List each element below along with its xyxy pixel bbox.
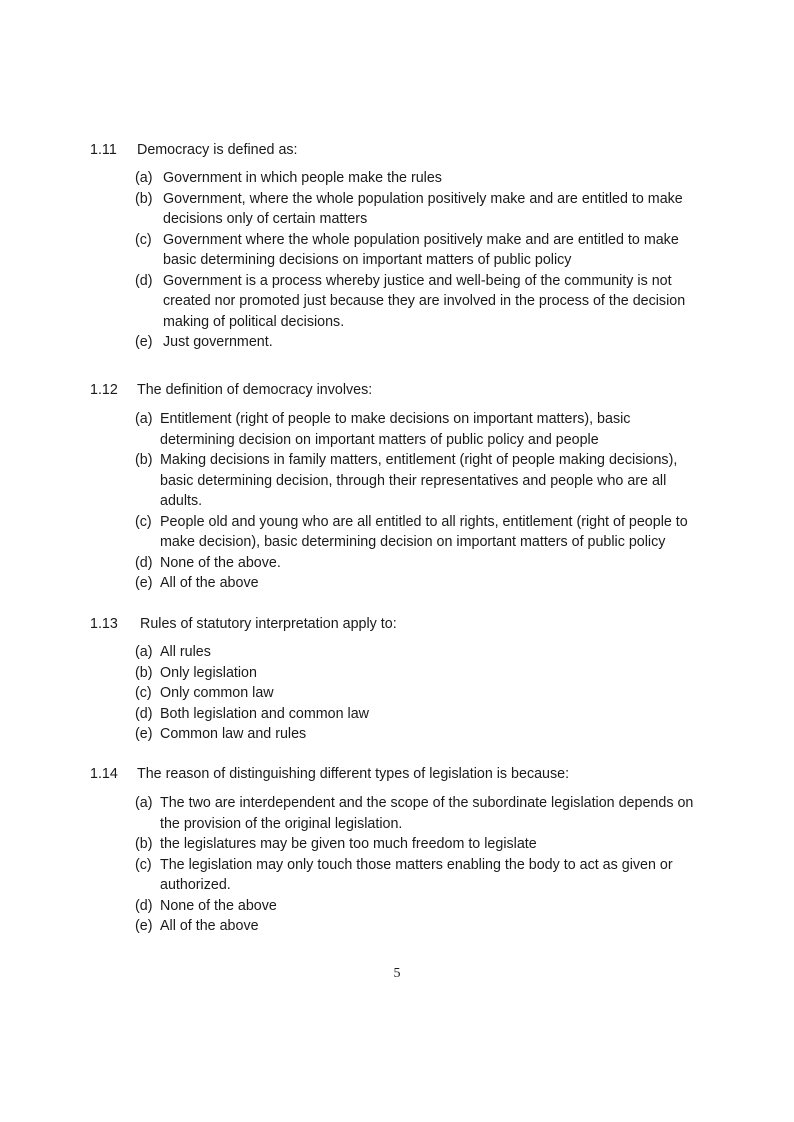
option-text: None of the above <box>160 897 277 914</box>
option-text: Government, where the whole population positively make and are entitled to make decisions only of certain matters <box>163 190 683 227</box>
option-letter: (b) <box>135 190 153 207</box>
question-stem: Rules of statutory interpretation apply to: <box>140 616 397 632</box>
option-d <box>0 704 794 725</box>
option-text: The legislation may only touch those matters enabling the body to act as given or authorized. <box>160 856 673 893</box>
option-c <box>0 855 794 896</box>
option-text: Entitlement (right of people to make decisions on important matters), basic determining decision on important matters of public policy and people <box>160 411 631 448</box>
option-e <box>0 573 794 594</box>
question-number: 1.12 <box>90 382 118 398</box>
option-a <box>0 168 794 189</box>
option-letter: (a) <box>135 411 153 427</box>
option-text: Making decisions in family matters, entitlement (right of people making decisions), basic determining decision, through their representatives and people who are all adults. <box>160 452 678 509</box>
option-letter: (e) <box>135 726 153 742</box>
option-text: the legislatures may be given too much freedom to legislate <box>160 836 537 852</box>
option-c <box>0 512 794 553</box>
question-header <box>0 140 794 161</box>
question-header <box>0 380 794 401</box>
options-list <box>0 793 794 937</box>
option-letter: (d) <box>135 272 153 289</box>
option-letter: (c) <box>135 856 152 873</box>
option-text: Government in which people make the rules <box>163 170 442 186</box>
option-text: Government is a process whereby justice and well-being of the community is not created nor promoted just because they are involved in the process of the decision making of political decisions. <box>163 272 686 330</box>
option-letter: (b) <box>135 664 153 681</box>
option-letter: (d) <box>135 897 153 914</box>
option-text: Only legislation <box>160 664 257 681</box>
question-1-12 <box>0 380 794 591</box>
option-letter: (e) <box>135 334 153 350</box>
option-a <box>0 409 794 450</box>
option-text: Just government. <box>163 334 273 350</box>
option-e <box>0 724 794 745</box>
question-stem: The reason of distinguishing different types of legislation is because: <box>137 766 570 782</box>
option-letter: (c) <box>135 231 152 248</box>
option-e <box>0 916 794 937</box>
option-text: All of the above <box>160 575 259 591</box>
option-b <box>0 189 794 230</box>
option-letter: (d) <box>135 705 153 722</box>
option-d <box>0 553 794 574</box>
option-letter: (e) <box>135 918 153 934</box>
question-header <box>0 764 794 785</box>
question-stem: Democracy is defined as: <box>137 142 298 158</box>
options-list <box>0 409 794 594</box>
page-number: 5 <box>393 966 401 981</box>
option-text: All rules <box>160 644 211 660</box>
option-c <box>0 230 794 271</box>
option-letter: (d) <box>135 554 153 571</box>
question-1-13 <box>0 614 794 742</box>
question-number: 1.11 <box>90 142 117 158</box>
option-b <box>0 663 794 684</box>
option-letter: (a) <box>135 170 153 186</box>
question-1-14 <box>0 764 794 934</box>
option-letter: (b) <box>135 836 153 852</box>
option-e <box>0 332 794 353</box>
question-number: 1.13 <box>90 616 118 632</box>
option-letter: (c) <box>135 513 152 530</box>
option-text: Common law and rules <box>160 726 307 742</box>
options-list <box>0 168 794 353</box>
option-c <box>0 683 794 704</box>
question-1-11 <box>0 140 794 350</box>
option-a <box>0 642 794 663</box>
option-letter: (a) <box>135 644 153 660</box>
option-text: Both legislation and common law <box>160 705 370 722</box>
option-letter: (a) <box>135 795 153 811</box>
option-b <box>0 834 794 855</box>
question-stem: The definition of democracy involves: <box>137 382 373 398</box>
option-text: None of the above. <box>160 554 281 571</box>
option-d <box>0 271 794 333</box>
option-d <box>0 896 794 917</box>
option-text: People old and young who are all entitled to all rights, entitlement (right of people to make decision), basic determining decision on important matters of public policy <box>160 513 688 550</box>
option-text: Only common law <box>160 685 274 701</box>
option-letter: (c) <box>135 685 152 701</box>
options-list <box>0 642 794 745</box>
option-letter: (b) <box>135 452 153 468</box>
option-letter: (e) <box>135 575 153 591</box>
option-a <box>0 793 794 834</box>
option-text: The two are interdependent and the scope of the subordinate legislation depends on the provision of the original legislation. <box>160 795 694 832</box>
option-text: Government where the whole population positively make and are entitled to make basic determining decisions on important matters of public policy <box>163 231 679 268</box>
option-b <box>0 450 794 512</box>
option-text: All of the above <box>160 918 259 934</box>
question-number: 1.14 <box>90 766 118 782</box>
question-header <box>0 614 794 635</box>
